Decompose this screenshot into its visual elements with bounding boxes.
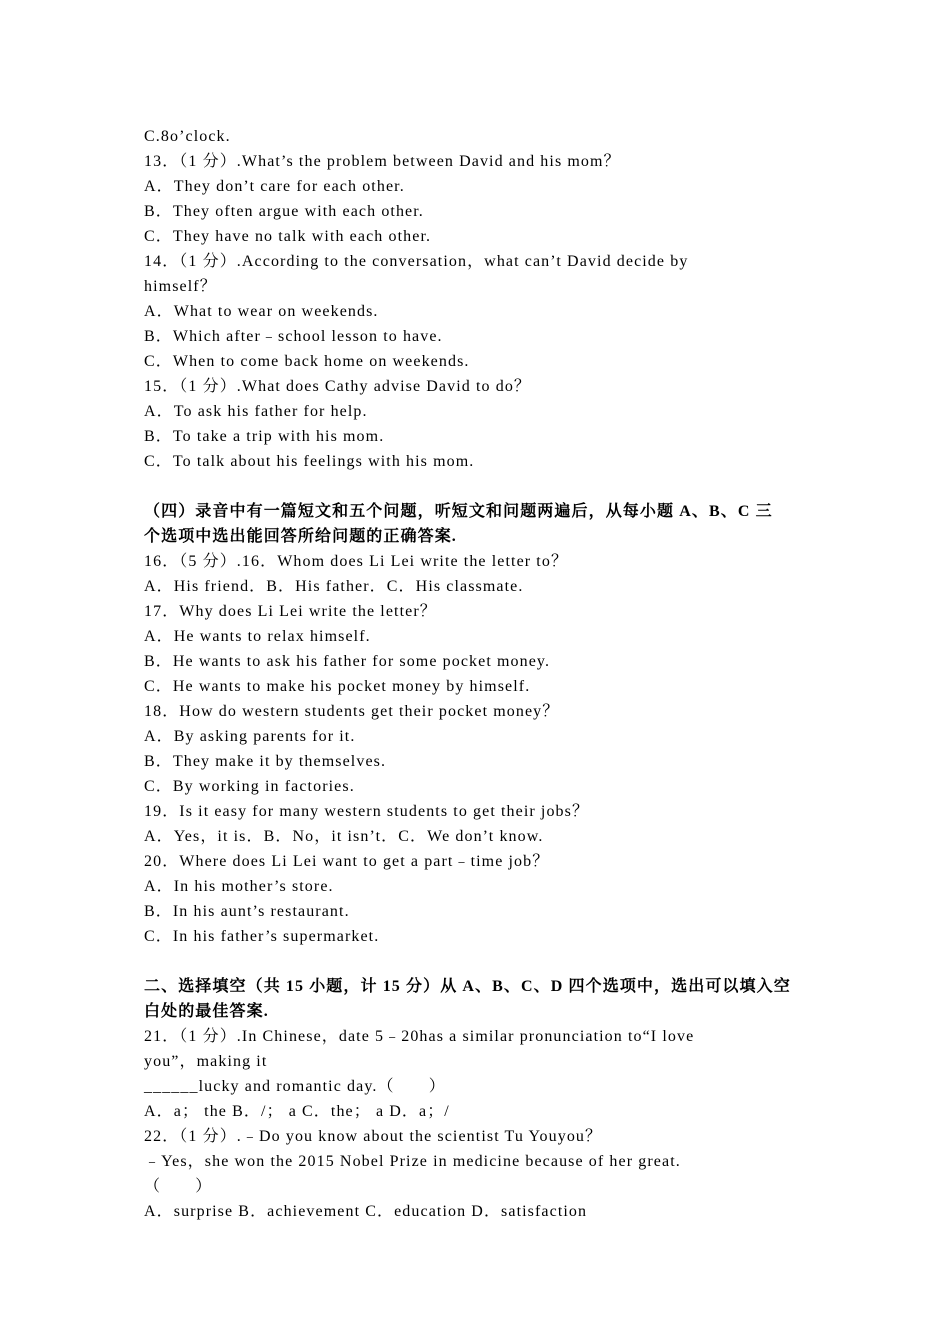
text-line: A．They don’t care for each other. (144, 178, 405, 195)
text-line: B．They make it by themselves. (144, 752, 387, 770)
text-line: ﹣Yes，she won the 2015 Nobel Prize in medicine because of her great. (144, 1152, 681, 1170)
text-line: A．surprise B．achievement C．education D．satisfaction (144, 1202, 588, 1220)
section-heading-line: 二、选择填空（共 15 小题，计 15 分）从 A、B、C、D 四个选项中，选出可以填入空 (144, 977, 791, 995)
text-line: you”，making it (144, 1052, 268, 1070)
text-line: A．What to wear on weekends. (144, 303, 379, 320)
text-line: B．He wants to ask his father for some pocket money. (144, 652, 551, 670)
text-line: 14．（1 分）.According to the conversation，what can’t David decide by (144, 253, 689, 270)
text-line: himself？ (144, 278, 217, 295)
section-heading-line: 白处的最佳答案. (144, 1002, 269, 1020)
section-heading-line: 个选项中选出能回答所给问题的正确答案. (144, 527, 457, 545)
text-line: C．He wants to make his pocket money by himself. (144, 677, 531, 695)
text-line: B．Which after﹣school lesson to have. (144, 328, 443, 345)
text-line: ______lucky and romantic day.（ ） (144, 1077, 446, 1095)
text-line: A．a； the B．/； a C．the； a D．a；/ (144, 1102, 450, 1120)
document-body (144, 124, 814, 1224)
text-line: A．In his mother’s store. (144, 877, 334, 895)
text-line: C.8o’clock. (144, 128, 231, 145)
text-line: 21．（1 分）.In Chinese，date 5﹣20has a similar pronunciation to“I love (144, 1027, 695, 1045)
text-line: 22．（1 分）.﹣Do you know about the scientist Tu Youyou？ (144, 1127, 603, 1145)
paragraph-gap (144, 949, 814, 974)
text-line: B．They often argue with each other. (144, 203, 424, 220)
text-line: C．In his father’s supermarket. (144, 927, 380, 945)
text-line: C．By working in factories. (144, 777, 355, 795)
text-line: （ ） (144, 1177, 213, 1195)
paragraph-gap (144, 474, 814, 499)
text-line: 18．How do western students get their pocket money？ (144, 702, 560, 720)
text-line: 16．（5 分）.16．Whom does Li Lei write the letter to？ (144, 552, 569, 570)
text-line: 17．Why does Li Lei write the letter？ (144, 602, 437, 620)
text-line: 15．（1 分）.What does Cathy advise David to do？ (144, 378, 532, 395)
text-line: C．To talk about his feelings with his mom. (144, 453, 475, 470)
text-line: C．They have no talk with each other. (144, 228, 432, 245)
text-line: A．He wants to relax himself. (144, 627, 371, 645)
text-line: 19．Is it easy for many western students to get their jobs？ (144, 802, 590, 820)
text-line: B．In his aunt’s restaurant. (144, 902, 350, 920)
text-line: B．To take a trip with his mom. (144, 428, 385, 445)
text-line: A．By asking parents for it. (144, 727, 356, 745)
text-line: 13．（1 分）.What’s the problem between David and his mom？ (144, 153, 621, 170)
text-line: A．Yes，it is．B．No，it isn’t．C．We don’t know. (144, 827, 544, 845)
text-line: C．When to come back home on weekends. (144, 353, 470, 370)
text-line: A．His friend．B．His father．C．His classmate. (144, 577, 524, 595)
text-line: 20．Where does Li Lei want to get a part﹣time job？ (144, 852, 550, 870)
text-line: A．To ask his father for help. (144, 403, 368, 420)
section-heading-line: （四）录音中有一篇短文和五个问题，听短文和问题两遍后，从每小题 A、B、C 三 (144, 502, 773, 520)
